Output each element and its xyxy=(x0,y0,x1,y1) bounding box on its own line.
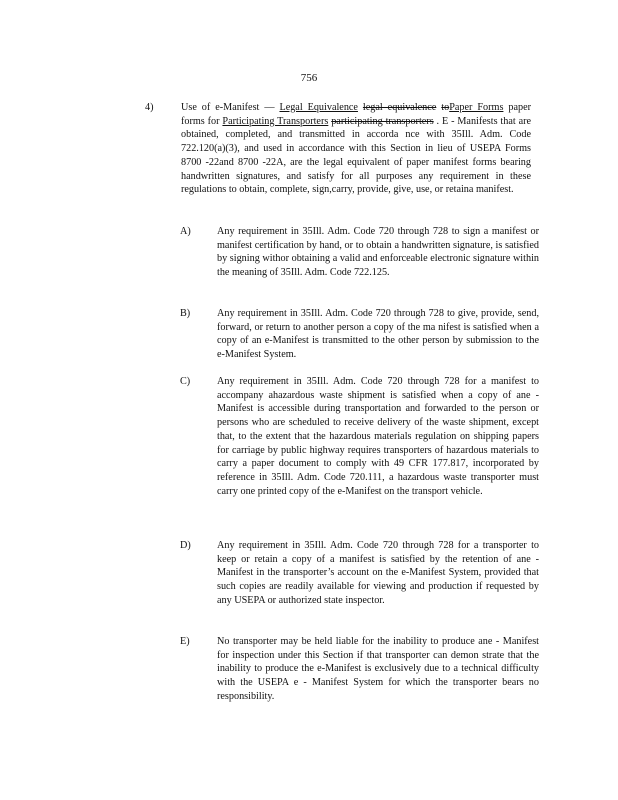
subitem-a-label: A) xyxy=(180,226,191,237)
subitem-c-label: C) xyxy=(180,376,191,387)
item-4-lead: Use of e-Manifest — xyxy=(181,102,280,113)
inserted-legal-equivalence: Legal Equivalence xyxy=(279,102,358,113)
struck-legal-equivalence: legal equivalence xyxy=(362,102,437,113)
subitem-a-text: Any requirement in 35Ill. Adm. Code 720 through 728 to sign a manifest or manifest certification by hand, or to obtain a handwritten signature, is satisfied by signing withor obtaining a valid and enforceable electronic signature within the meaning of 35Ill. Adm. Code 722.125. xyxy=(217,226,539,279)
subitem-b-text: Any requirement in 35Ill. Adm. Code 720 through 728 to give, provide, send, forward, or return to another person a copy of the ma nifest is satisfied when a copy of an e-Manifest is transmitted to the other person by submission to the e-Manifest System. xyxy=(217,308,539,361)
subitem-b-label: B) xyxy=(180,308,191,319)
item-4-number: 4) xyxy=(145,102,154,113)
item-4-mid: paper forms for xyxy=(181,102,531,127)
item-4-text xyxy=(181,101,531,197)
subitem-c-text: Any requirement in 35Ill. Adm. Code 720 through 728 for a manifest to accompany ahazardous waste shipment is satisfied when a copy of ane - Manifest is accessible during transportation and forwarded to the person or persons who are scheduled to receive delivery of the waste shipment, except that, to the extent that the hazardous materials regulation on shipping papers for carriage by public highway requires transporters of hazardous materials to carry a paper document to comply with 49 CFR 177.817, incorporated by reference in 35Ill. Adm. Code 720.111, a hazardous waste transporter must carry one printed copy of the e-Manifest on the transport vehicle. xyxy=(217,376,539,497)
subitem-e-text: No transporter may be held liable for the inability to produce ane - Manifest for inspection under this Section if that transporter can demon strate that the inability to produce the e-Manifest is exclusively due to a technical difficulty with the USEPA e - Manifest System for which the transporter bears no responsibility. xyxy=(217,636,539,702)
subitem-d-label: D) xyxy=(180,540,191,551)
subitem-d-text: Any requirement in 35Ill. Adm. Code 720 through 728 for a transporter to keep or retain a copy of a manifest is satisfied by the retention of ane - Manifest in the transporter’s account on the e-Manifest System, provided that such copies are readily available for viewing and production if requested by any USEPA or authorized state inspector. xyxy=(217,540,539,606)
struck-to: to xyxy=(441,102,450,113)
inserted-paper-forms: Paper Forms xyxy=(449,102,504,113)
item-4-body: . E - Manifests that are obtained, completed, and transmitted in accorda nce with 35Ill. Adm. Code 722.120(a)(3), and used in accordance with this Section in lieu of USEPA Forms 8700 -22and 8700 -22A, are the legal equivalent of paper manifest forms bearing handwritten signatures, and satisfy for all purposes any requirement in these regulations to obtain, complete, sign,carry, provide, give, use, or retaina manifest. xyxy=(181,115,532,196)
inserted-participating-transporters: Participating Transporters xyxy=(222,115,329,127)
struck-participating-transporters: participating transporters xyxy=(331,115,434,127)
page-number: 756 xyxy=(300,72,318,84)
subitem-e-label: E) xyxy=(180,636,190,647)
